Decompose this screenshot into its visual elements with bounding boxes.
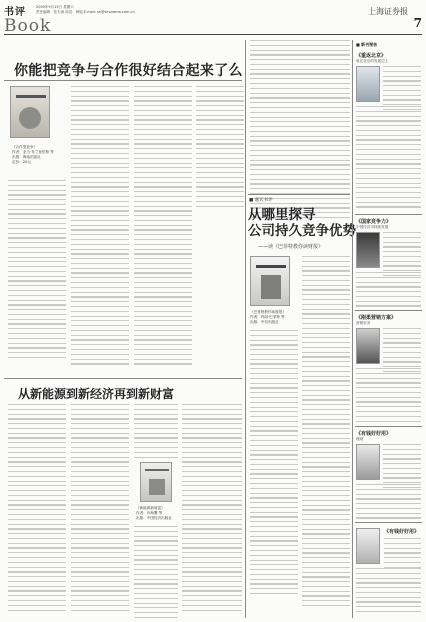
book-caption: 《新能源新财富》 作者：肖海鹰 等 出版：中国经济出版社 bbox=[136, 506, 172, 520]
body-text-column bbox=[8, 404, 66, 614]
sidebar-header: ■ 新书预告 bbox=[356, 42, 378, 47]
feature-subtitle: ——读《巴菲特教你读财报》 bbox=[258, 244, 324, 250]
divider bbox=[4, 378, 242, 379]
divider bbox=[4, 80, 242, 81]
book-label: Book bbox=[4, 16, 52, 36]
body-text-column bbox=[71, 86, 129, 368]
divider bbox=[355, 426, 422, 427]
masthead: 上海证券报 bbox=[368, 7, 408, 16]
book-cover-image bbox=[356, 232, 380, 268]
book-cover-image bbox=[356, 528, 380, 564]
body-text-column bbox=[196, 86, 244, 210]
date-line: 2009年9月15日 星期六 责任编辑：张天涛 视觉：韩旭 E-mail: sh@sinorama.com.cn bbox=[36, 5, 135, 14]
body-text-column bbox=[182, 404, 242, 614]
book-cover-image bbox=[356, 66, 380, 102]
sidebar-item-title: 《有钱好好用》 bbox=[356, 431, 392, 437]
body-text-column bbox=[356, 484, 421, 522]
divider bbox=[248, 194, 350, 195]
page-header bbox=[4, 3, 422, 35]
sidebar-item-sub: 理财 bbox=[356, 437, 364, 441]
body-text-column bbox=[134, 86, 192, 368]
page-number: 7 bbox=[413, 16, 422, 30]
body-text-column bbox=[384, 538, 421, 571]
feature-tag: ■ 嘉宾书评 bbox=[249, 198, 273, 203]
book-caption: 《巴菲特教你读财报》 作者：玛丽·巴菲特 等 出版：中信出版社 bbox=[250, 310, 286, 324]
sidebar-item-sub: 谁在北京的发展边上 bbox=[356, 59, 389, 63]
body-text-column bbox=[8, 180, 66, 362]
sidebar-item-title: 《重返北京》 bbox=[356, 53, 387, 59]
sidebar-item-title: 《国家竞争力》 bbox=[356, 219, 392, 225]
divider bbox=[355, 310, 422, 311]
body-text-column bbox=[356, 368, 421, 425]
book-cover-image bbox=[140, 462, 172, 502]
divider bbox=[355, 522, 422, 523]
main-article-title: 你能把竞争与合作很好结合起来了么 bbox=[14, 63, 243, 79]
body-text-column bbox=[356, 568, 421, 616]
body-text-column bbox=[134, 404, 178, 461]
body-text-column bbox=[71, 404, 129, 614]
body-text-column bbox=[250, 330, 298, 598]
body-text-column bbox=[302, 256, 350, 610]
body-text-column bbox=[134, 526, 178, 622]
sidebar-item-title: 《有钱好好用》 bbox=[384, 529, 420, 535]
book-cover-image bbox=[10, 86, 50, 138]
book-cover-image bbox=[356, 328, 380, 364]
sidebar-item-title: 《刚柔营销方案》 bbox=[356, 315, 397, 321]
body-text-column bbox=[356, 106, 421, 211]
body-text-column bbox=[356, 272, 421, 310]
book-cover-image bbox=[356, 444, 380, 480]
feature-article-title: 从哪里探寻 公司持久竞争优势 bbox=[248, 207, 356, 239]
section-title: 书评 bbox=[4, 7, 26, 18]
second-article-title: 从新能源到新经济再到新财富 bbox=[18, 387, 175, 401]
book-cover-image bbox=[250, 256, 290, 306]
column-divider bbox=[352, 40, 353, 618]
book-caption: 《合作型竞争》 作者：亚当·布兰登伯格 等 出版：海南出版社 定价：20元 bbox=[12, 145, 54, 164]
sidebar-item-sub: 营销实务 bbox=[356, 321, 371, 325]
divider bbox=[355, 214, 422, 215]
sidebar-item-sub: 中国经济可持续发展 bbox=[356, 225, 389, 229]
column-divider bbox=[245, 40, 246, 618]
